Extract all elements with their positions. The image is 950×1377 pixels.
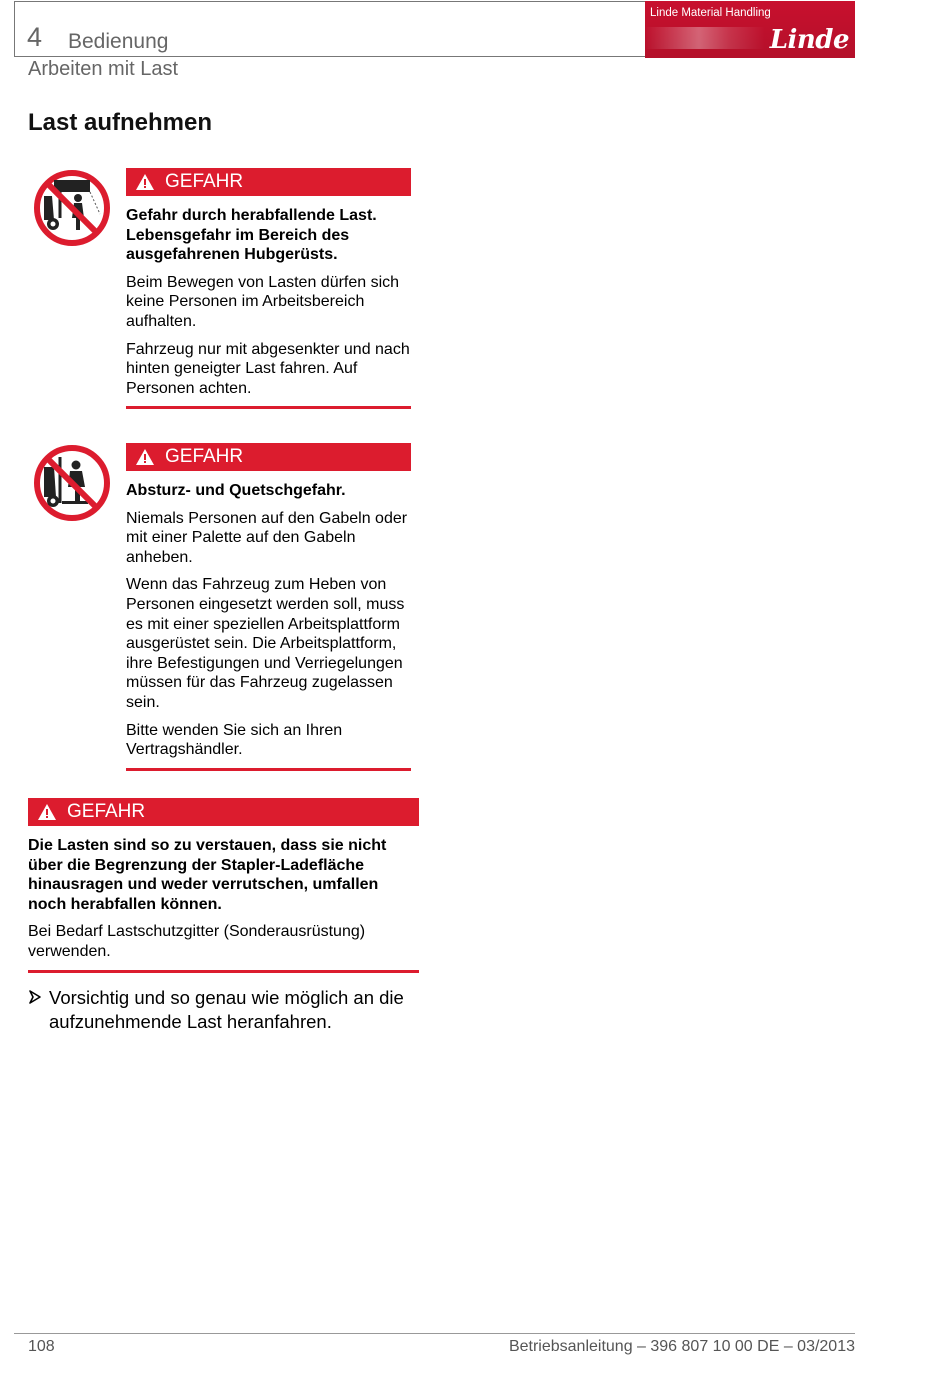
danger-rule: [126, 768, 411, 771]
chapter-title: Bedienung: [68, 30, 169, 53]
danger-label-bar: [126, 168, 411, 196]
step-text: Vorsichtig und so genau wie möglich an die aufzunehmende Last heranfahren.: [49, 987, 404, 1032]
danger-label: GEFAHR: [165, 171, 244, 192]
danger-paragraph: Niemals Personen auf den Gabeln oder mit einer Palette auf den Gabeln anheben.: [126, 509, 408, 566]
danger-lead: Absturz- und Quetschgefahr.: [126, 482, 346, 499]
page-heading: Last aufnehmen: [28, 109, 213, 136]
danger-label: GEFAHR: [67, 801, 146, 822]
no-persons-on-forks-icon: [32, 443, 112, 523]
section-title: Arbeiten mit Last: [28, 58, 179, 80]
warning-triangle-icon: [37, 803, 57, 821]
danger-paragraph: Bitte wenden Sie sich an Ihren Vertragshändler.: [126, 721, 343, 759]
brand-logo-block: [645, 1, 855, 58]
warning-triangle-icon: [135, 448, 155, 466]
brand-name: Linde Material Handling: [650, 7, 771, 19]
danger-lead: Gefahr durch herabfallende Last. Lebensgefahr im Bereich des ausgefahrenen Hubgerüsts.: [126, 207, 377, 264]
chapter-number: 4: [27, 22, 43, 52]
page-number: 108: [28, 1338, 55, 1355]
no-persons-under-load-icon: [32, 168, 112, 248]
chapter-header: [14, 1, 646, 57]
brand-decoration: [645, 27, 765, 49]
danger-label-bar: [28, 798, 419, 826]
document-reference: Betriebsanleitung – 396 807 10 00 DE – 03/2013: [508, 1338, 855, 1355]
danger-notice-falling-load: [126, 168, 411, 409]
linde-logo: Linde: [769, 25, 849, 55]
warning-triangle-icon: [135, 173, 155, 191]
footer-divider: [14, 1333, 855, 1334]
danger-paragraph: Beim Bewegen von Lasten dürfen sich keine Personen im Arbeitsbereich aufhalten.: [126, 273, 400, 330]
danger-notice-load-securing: [28, 798, 419, 973]
danger-rule: [126, 406, 411, 409]
danger-label: GEFAHR: [165, 446, 244, 467]
danger-label-bar: [126, 443, 411, 471]
step-instruction: [28, 986, 428, 1034]
arrow-bullet-icon: [28, 986, 42, 1008]
danger-lead: Die Lasten sind so zu verstauen, dass sie nicht über die Begrenzung der Stapler-Ladefläche hinausragen und weder verrutschen, umfallen noch herabfallen können.: [28, 837, 387, 913]
danger-notice-crushing: [126, 443, 411, 771]
danger-paragraph: Wenn das Fahrzeug zum Heben von Personen eingesetzt werden soll, muss es mit einer speziellen Arbeitsplattform ausgerüstet sein. Die Arbeitsplattform, ihre Befestigungen und Verriegelungen müssen für das Fahrzeug zugelassen sein.: [126, 576, 405, 711]
danger-paragraph: Bei Bedarf Lastschutzgitter (Sonderausrüstung) verwenden.: [28, 923, 366, 960]
danger-paragraph: Fahrzeug nur mit abgesenkter und nach hinten geneigter Last fahren. Auf Personen achten.: [126, 340, 410, 397]
danger-rule: [28, 970, 419, 973]
